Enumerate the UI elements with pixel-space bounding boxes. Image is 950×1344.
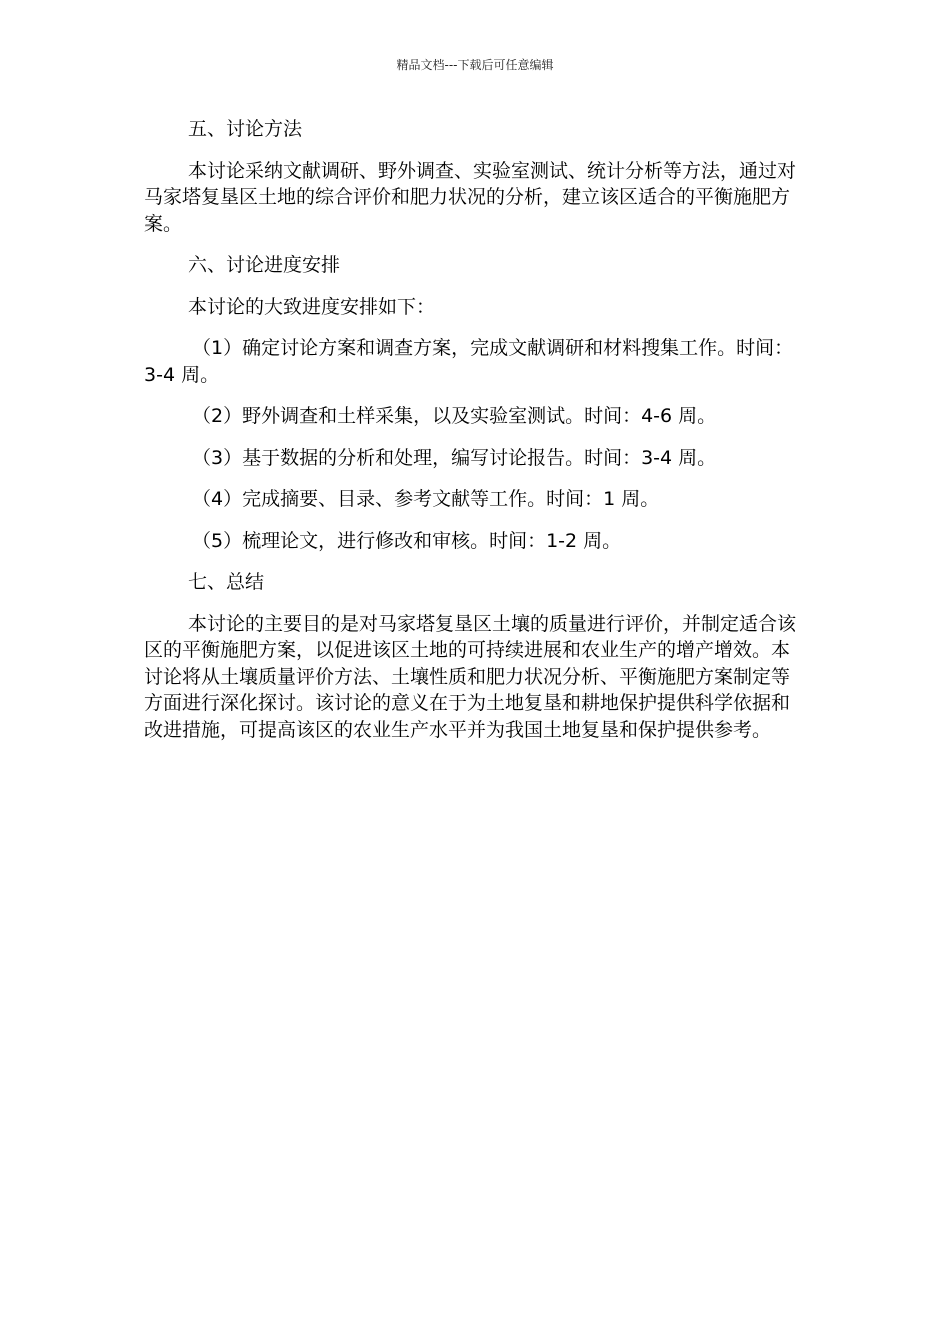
schedule-intro: 本讨论的大致进度安排如下： (188, 295, 436, 318)
page-header: 精品文档---下载后可任意编辑 (396, 58, 554, 72)
methods-paragraph: 本讨论采纳文献调研、野外调查、实验室测试、统计分析等方法，通过对马家塔复垦区土地的综合评价和肥力状况的分析，建立该区适合的平衡施肥方案。 (144, 159, 797, 235)
schedule-item: （1）确定讨论方案和调查方案，完成文献调研和材料搜集工作。时间：3-4 周。 (144, 337, 794, 386)
schedule-item: （5）梳理论文，进行修改和审核。时间：1-2 周。 (192, 529, 622, 552)
schedule-item: （3）基于数据的分析和处理，编写讨论报告。时间：3-4 周。 (192, 446, 717, 469)
section-heading-summary: 七、总结 (188, 571, 265, 593)
document-body (144, 116, 804, 758)
schedule-item: （4）完成摘要、目录、参考文献等工作。时间：1 周。 (192, 488, 660, 510)
section-heading-schedule: 六、讨论进度安排 (188, 254, 341, 276)
section-heading-methods: 五、讨论方法 (188, 118, 303, 140)
summary-paragraph: 本讨论的主要目的是对马家塔复垦区土壤的质量进行评价，并制定适合该区的平衡施肥方案，以促进该区土地的可持续进展和农业生产的增产增效。本讨论将从土壤质量评价方法、土壤性质和肥力状况分析、平衡施肥方案制定等方面进行深化探讨。该讨论的意义在于为土地复垦和耕地保护提供科学依据和改进措施，可提高该区的农业生产水平并为我国土地复垦和保护提供参考。 (144, 612, 797, 741)
schedule-item: （2）野外调查和土样采集，以及实验室测试。时间：4-6 周。 (192, 405, 717, 427)
